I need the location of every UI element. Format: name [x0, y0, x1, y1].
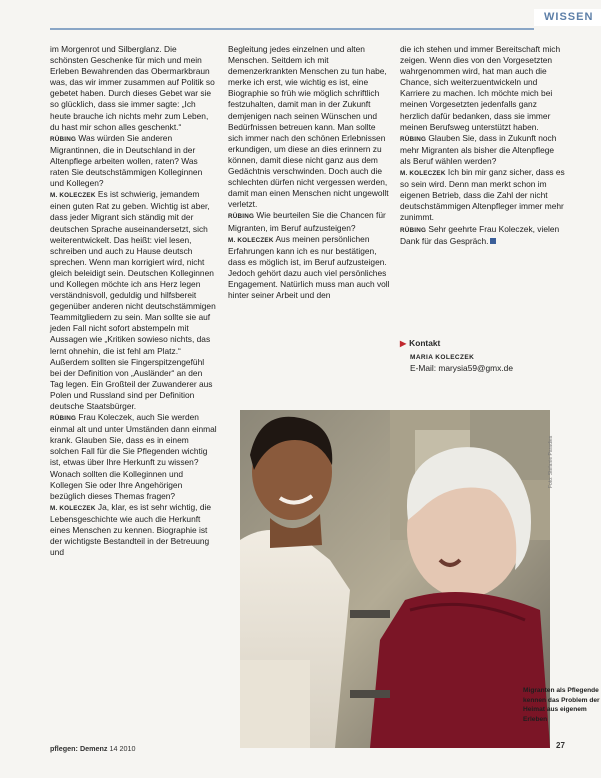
magazine-issue: 14 2010	[109, 744, 136, 753]
contact-heading	[400, 338, 570, 349]
speaker-label: RÜBING	[228, 213, 255, 221]
speaker-label: RÜBING	[50, 135, 77, 143]
contact-heading-text: Kontakt	[409, 338, 441, 348]
contact-name: MARIA KOLECZEK	[410, 354, 475, 361]
interview-photo	[240, 410, 550, 748]
paragraph: die ich stehen und immer Bereitschaft mich zeigen. Wenn dies von den Vorgesetzten wahrgenommen wird, hat man auch die Chance, sich weiterzuentwickeln und Karriere zu machen. Ich möchte mich bei meinen Vorgesetzten jedenfalls ganz herzlich dafür bedanken, dass sie immer meinen Berufsweg unterstützt haben.	[400, 44, 561, 132]
answer	[228, 234, 390, 302]
contact-email: E-Mail: marysia59@gmx.de	[410, 363, 513, 373]
speaker-label: RÜBING	[400, 226, 427, 234]
question	[50, 412, 217, 502]
question-text: Wie beurteilen Sie die Chancen für Migranten, im Beruf aufzusteigen?	[228, 210, 386, 233]
footer-magazine	[50, 744, 136, 753]
end-mark-icon	[490, 238, 496, 244]
answer	[50, 502, 217, 558]
text-column-2	[228, 44, 390, 301]
question-text: Glauben Sie, dass in Zukunft noch mehr Migranten als bisher die Altenpflege als Beruf wählen werden?	[400, 132, 557, 166]
speaker-label: M. KOLECZEK	[50, 504, 96, 512]
question	[50, 133, 217, 189]
triangle-right-icon: ▶	[400, 339, 407, 348]
question	[228, 210, 390, 233]
text-column-3	[400, 44, 566, 247]
speaker-label: RÜBING	[50, 415, 77, 423]
section-label: WISSEN	[534, 9, 601, 26]
paragraph: Begleitung jedes einzelnen und alten Menschen. Seitdem ich mit demenzerkrankten Menschen zu tun habe, merke ich erst, wie wichtig es ist, eine Biographie so früh wie möglich schriftlich festzuhalten, damit man in der Zukunft demjenigen nach seinen Wünschen und Bedürfnissen betreuen kann. Man sollte sich immer nach den schönen Erlebnissen erkundigen, um diese an dies erinnern zu können, damit diese nicht ganz aus dem Gedächtnis verschwinden. Doch auch die schlechten dürfen nicht vergessen werden, damit man einen Menschen nicht ungewollt verletzt.	[228, 44, 389, 210]
question-text: Frau Koleczek, auch Sie werden einmal alt und unter Umständen dann einmal krank. Glauben Sie, dass es in einem solchen Fall für die Sie Pflegenden wichtig ist, etwas über Ihre Herkunft zu wissen? Wonach sollten die Kolleginnen und Kollegen Sie oder Ihre Angehörigen bezüglich dieses Themas fragen?	[50, 412, 217, 501]
answer-text: Es ist schwierig, jemandem einen guten Rat zu geben. Wichtig ist aber, dass jeder Migrant sich ständig mit der deutschen Sprache auseinandersetzt, sich weiterentwickelt. Das heißt: viel lesen, schreiben und auch zu Hause deutsch sprechen. Wenn man korrigiert wird, nicht gleich beleidigt sein. Deutschen Kolleginnen und Kollegen möchte ich ans Herz legen verständnisvoll, geduldig und hilfsbereit gegenüber anderen nicht deutschstämmigen Teammitgliedern zu sein. Man sollte sie auf jeden Fall nicht sofort abstempeln mit Aussagen wie „Kritiken sowieso nichts, das lernt ohnehin, die ist fehl am Platz.“ Außerdem sollten sie Fingerspitzengefühl bei der Definition von „Ausländer“ an den Tag legen. Ein Großteil der Zuwanderer aus Polen und Russland sind per Definition deutsche Staatsbürger.	[50, 189, 216, 411]
header-rule	[50, 28, 534, 30]
photo-illustration	[240, 410, 550, 748]
speaker-label: M. KOLECZEK	[228, 236, 274, 244]
speaker-label: M. KOLECZEK	[50, 192, 96, 200]
answer-text: Aus meinen persönlichen Erfahrungen kann ich es nur bestätigen, dass es möglich ist, im Beruf aufzusteigen. Jedoch gehört dazu auch viel persönliches Engagement. Natürlich muss man auch voll hinter seiner Arbeit und den	[228, 233, 390, 301]
magazine-title: pflegen: Demenz	[50, 744, 108, 753]
text-column-1	[50, 44, 217, 558]
photo-credit: Foto: Stefanie Paradies	[548, 435, 554, 488]
photo-caption: Migranten als Pflegende kennen das Problem der Heimat aus eigenem Erleben	[523, 687, 600, 723]
question-text: Was würden Sie anderen Migrantinnen, die in Deutschland in der Altenpflege arbeiten wollen, raten? Was raten Sie deutschstämmigen Kolleginnen und Kollegen?	[50, 132, 203, 189]
page-number: 27	[556, 741, 565, 750]
contact-box	[400, 338, 570, 374]
answer-text: Ja, klar, es ist sehr wichtig, die Lebensgeschichte wie auch die Herkunft eines Menschen zu kennen. Biographie ist der wichtigste Bestandteil in der Betreuung und	[50, 501, 212, 558]
question	[400, 224, 566, 247]
question-text: Sehr geehrte Frau Koleczek, vielen Dank für das Gespräch.	[400, 223, 560, 246]
speaker-label: M. KOLECZEK	[400, 170, 446, 178]
speaker-label: RÜBING	[400, 135, 427, 143]
paragraph: im Morgenrot und Silberglanz. Die schönsten Geschenke für mich und mein Erleben Bewahrenden das Obermarkbraun was, das wir immer zusammen auf Politik so gebetet haben. Durch dieses Gebet war sie so glücklich, dass sie immer sagte: „Ich heute brauche ich nichts mehr zum Leben, du hast mir schon alles geschenkt.“	[50, 44, 215, 132]
answer	[50, 189, 217, 412]
answer-text: Ich bin mir ganz sicher, dass es so sein wird. Denn man merkt schon im eigenen Betrieb, dass die Zahl der nicht deutschstämmigen Altenpfleger immer mehr zunimmt.	[400, 167, 565, 223]
question	[400, 133, 566, 167]
answer	[400, 167, 566, 223]
